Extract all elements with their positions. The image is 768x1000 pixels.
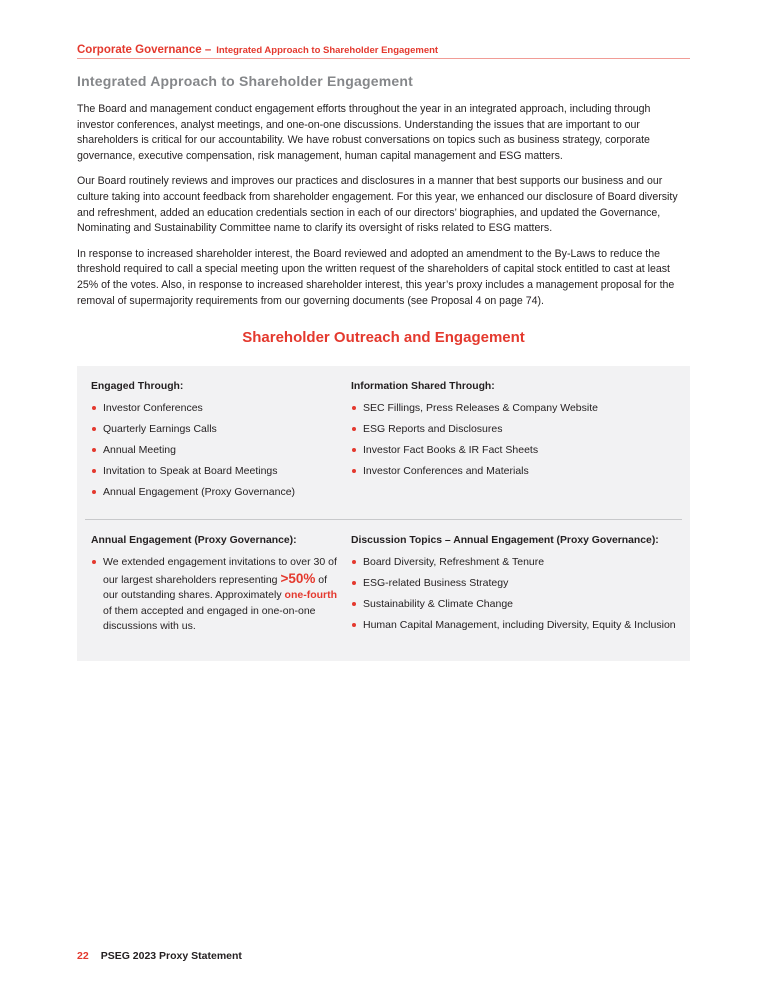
bullet-icon bbox=[352, 560, 356, 564]
bullet-icon bbox=[92, 448, 96, 452]
page-content bbox=[77, 73, 690, 661]
list-item bbox=[351, 464, 676, 479]
bullet-icon bbox=[92, 560, 96, 564]
annual-text-mid: of our outstanding shares. Approximately bbox=[103, 573, 328, 602]
list-item-label: ESG-related Business Strategy bbox=[363, 577, 509, 590]
bullet-icon bbox=[92, 427, 96, 431]
list-item bbox=[91, 443, 339, 458]
list-item bbox=[351, 597, 676, 612]
list-item-label: SEC Fillings, Press Releases & Company Website bbox=[363, 402, 598, 415]
information-shared-list bbox=[351, 401, 676, 479]
list-item-label: Human Capital Management, including Diversity, Equity & Inclusion bbox=[363, 619, 676, 632]
list-item-label: Investor Conferences bbox=[103, 402, 203, 415]
footer-doc-title: PSEG 2023 Proxy Statement bbox=[100, 950, 242, 962]
discussion-topics-cell bbox=[351, 535, 676, 641]
information-shared-heading: Information Shared Through: bbox=[351, 381, 495, 393]
list-item-label: Invitation to Speak at Board Meetings bbox=[103, 465, 278, 478]
page-footer bbox=[77, 950, 242, 962]
list-item bbox=[91, 555, 339, 635]
annual-engagement-heading: Annual Engagement (Proxy Governance): bbox=[91, 535, 297, 547]
list-item-label: Investor Conferences and Materials bbox=[363, 465, 529, 478]
annual-engagement-cell bbox=[91, 535, 339, 641]
bullet-icon bbox=[352, 406, 356, 410]
list-item bbox=[91, 464, 339, 479]
bullet-icon bbox=[352, 448, 356, 452]
outreach-box bbox=[77, 366, 690, 661]
stat-one-fourth: one-fourth bbox=[284, 589, 338, 602]
list-item-label: Sustainability & Climate Change bbox=[363, 598, 513, 611]
bullet-icon bbox=[352, 623, 356, 627]
outreach-section-title: Shareholder Outreach and Engagement bbox=[242, 329, 525, 347]
list-item-label: Quarterly Earnings Calls bbox=[103, 423, 217, 436]
annual-text-post: of them accepted and engaged in one-on-one discussions with us. bbox=[103, 604, 316, 633]
list-item-label: Board Diversity, Refreshment & Tenure bbox=[363, 556, 545, 569]
bullet-icon bbox=[352, 602, 356, 606]
list-item bbox=[351, 443, 676, 458]
list-item-label: Annual Engagement (Proxy Governance) bbox=[103, 486, 296, 499]
list-item bbox=[351, 618, 676, 633]
list-item bbox=[91, 485, 339, 500]
page-number: 22 bbox=[77, 950, 89, 962]
information-shared-cell bbox=[351, 381, 676, 506]
list-item-label bbox=[103, 555, 339, 635]
body-paragraph-1: The Board and management conduct engagement efforts throughout the year in an integrated approach, including through investor conferences, analyst meetings, and one-on-one discussions. Understanding the issues that are important to our shareholders is critical for our accountability. We have robust conversations on topics such as business strategy, corporate governance, executive compensation, risk management, human capital management and ESG matters. bbox=[77, 103, 651, 162]
breadcrumb-section: Corporate Governance – bbox=[77, 44, 212, 56]
outreach-top-row bbox=[77, 381, 690, 506]
bullet-icon bbox=[92, 490, 96, 494]
annual-text-pre: We extended engagement invitations to over 30 of our largest shareholders representing bbox=[103, 556, 337, 586]
breadcrumb-subsection: Integrated Approach to Shareholder Engagement bbox=[216, 45, 439, 56]
page-title: Integrated Approach to Shareholder Engagement bbox=[77, 73, 413, 89]
outreach-bottom-row bbox=[77, 535, 690, 641]
bullet-icon bbox=[352, 469, 356, 473]
bullet-icon bbox=[92, 406, 96, 410]
header-rule bbox=[77, 58, 690, 59]
body-paragraph-3: In response to increased shareholder interest, the Board reviewed and adopted an amendment to the By-Laws to reduce the threshold required to call a special meeting upon the written request of the shareholders of capital stock entitled to cast at least 25% of the votes. Also, in response to increased shareholder interest, this year’s proxy includes a management proposal for the removal of supermajority requirements from our governing documents (see Proposal 4 on page 74). bbox=[77, 247, 675, 307]
list-item bbox=[91, 422, 339, 437]
list-item bbox=[351, 576, 676, 591]
list-item-label: Investor Fact Books & IR Fact Sheets bbox=[363, 444, 539, 457]
list-item-label: Annual Meeting bbox=[103, 444, 176, 457]
discussion-topics-list bbox=[351, 555, 676, 633]
list-item bbox=[91, 401, 339, 416]
discussion-topics-heading: Discussion Topics – Annual Engagement (Proxy Governance): bbox=[351, 535, 659, 547]
bullet-icon bbox=[92, 469, 96, 473]
running-header bbox=[77, 40, 690, 58]
stat-over-50-percent: >50% bbox=[280, 570, 316, 586]
annual-engagement-list bbox=[91, 555, 339, 635]
list-item bbox=[351, 422, 676, 437]
engaged-through-list bbox=[91, 401, 339, 500]
engaged-through-cell bbox=[91, 381, 339, 506]
list-item-label: ESG Reports and Disclosures bbox=[363, 423, 503, 436]
list-item bbox=[351, 555, 676, 570]
list-item bbox=[351, 401, 676, 416]
bullet-icon bbox=[352, 427, 356, 431]
section-divider bbox=[85, 519, 682, 520]
engaged-through-heading: Engaged Through: bbox=[91, 381, 184, 393]
bullet-icon bbox=[352, 581, 356, 585]
body-paragraph-2: Our Board routinely reviews and improves our practices and disclosures in a manner that best supports our business and our culture taking into account feedback from shareholder engagement. For this year, we enhanced our disclosure of Board diversity and refreshment, added an education credentials section in each of our directors’ biographies, and updated the Governance, Nominating and Sustainability Committee name to clarify its oversight of risks related to ESG matters. bbox=[77, 175, 678, 235]
